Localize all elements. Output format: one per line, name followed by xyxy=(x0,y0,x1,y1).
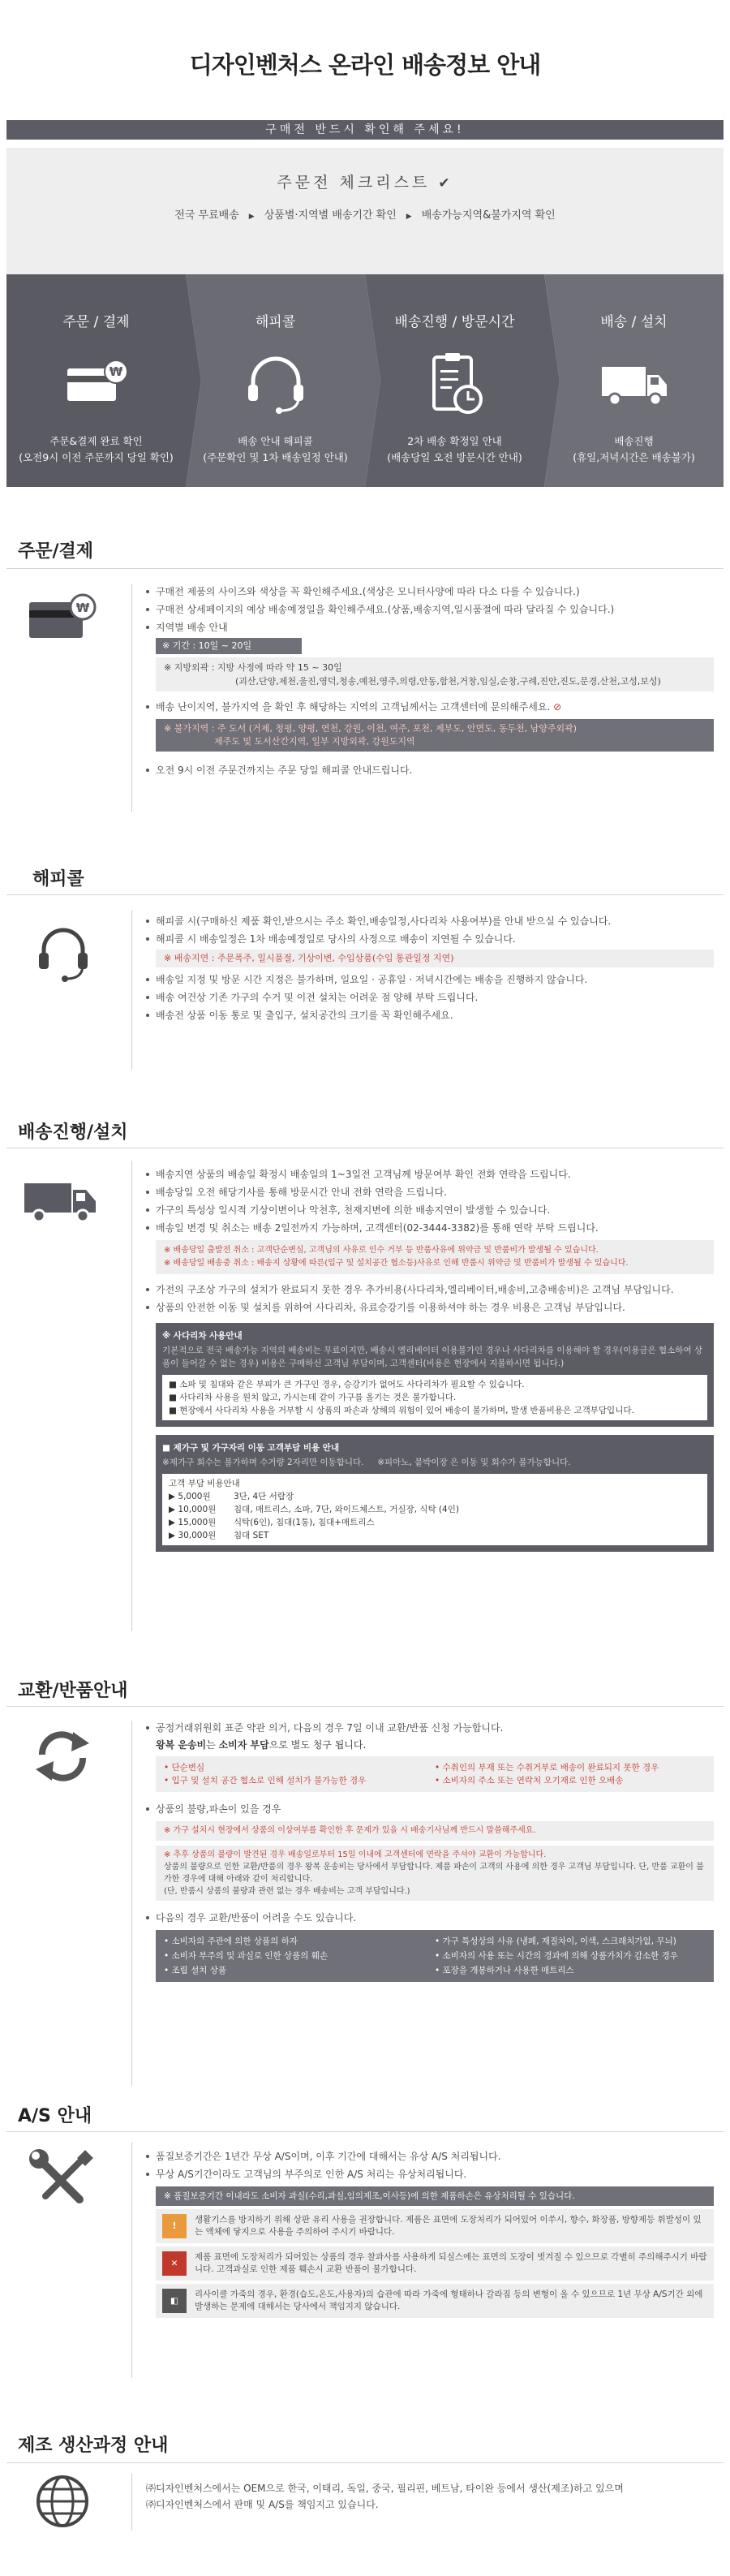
fee-row xyxy=(169,1490,701,1503)
card-icon xyxy=(62,349,131,417)
step-desc-line: (오전9시 이전 주문까지 당일 확인) xyxy=(19,451,174,463)
tools-icon xyxy=(18,2143,107,2216)
non-returnable-item: • 조립 설치 상품 xyxy=(164,1966,227,1975)
ladder-item: ■ 소파 및 침대와 같은 부피가 큰 가구인 경우, 승강기가 없어도 사다리차가 필요할 수 있습니다. xyxy=(169,1380,525,1389)
fee-notes xyxy=(162,1456,707,1469)
step-title: 배송진행 / 방문시간 xyxy=(394,314,515,330)
checklist-box xyxy=(6,148,724,274)
fee-note: ※피아노, 붙박이장 은 이동 및 회수가 불가능합니다. xyxy=(377,1458,571,1467)
section-production-heading: 제조 생산과정 안내 xyxy=(18,2436,169,2456)
region-line: ※ 지방외곽 : 지방 사정에 따라 약 15 ~ 30일 xyxy=(164,662,342,673)
region-box xyxy=(156,657,714,691)
care-note-text: 생활기스를 방지하기 위해 상판 유리 사용을 권장합니다. 제품은 표면에 도장처리가 되어있어 이쑤시, 향수, 화장품, 방향제등 휘발성이 있는 액체에 닿지으로 사용을 주의하여 주시기 바랍니다. xyxy=(195,2215,702,2237)
ladder-item-text: 사다리차 사용을 원치 않고, 가시는데 같이 가구를 올기는 것은 불가합니다. xyxy=(179,1393,457,1402)
divider xyxy=(6,568,724,569)
checklist-item: 상품별·지역별 배송기간 확인 xyxy=(264,209,397,222)
list-item: 오전 9시 이전 주문건까지는 주문 당일 해피콜 안내드립니다. xyxy=(146,761,714,779)
refresh-icon xyxy=(18,1719,107,1792)
fee-item: 3단, 4단 서랍장 xyxy=(234,1492,294,1501)
unavail-line: 제주도 및 도서산간지역, 일부 지방외곽, 강원도지역 xyxy=(214,736,415,747)
order-list xyxy=(146,583,714,779)
list-item: 상품의 불량,파손이 있을 경우 xyxy=(146,1800,714,1818)
list-item: 다음의 경우 교환/반품이 어려울 수도 있습니다. xyxy=(146,1909,714,1927)
step-desc xyxy=(186,433,365,466)
cancel-note-line: ※ 배송당일 배송중 취소 : 배송지 상황에 따른(입구 및 설치공간 협소등)사유로 인해 반품시 위약금 및 반품비가 발생될 수 있습니다. xyxy=(164,1259,629,1268)
non-returnable-item: • 가구 특성상의 사유 (냉폐, 재질차이, 이색, 스크래치가없, 무늬) xyxy=(435,1936,676,1946)
list-item: 배송당일 오전 해당기사를 통해 방문시간 안내 전화 연락을 드립니다. xyxy=(146,1183,714,1201)
step-desc xyxy=(544,433,724,466)
divider xyxy=(6,894,724,895)
prohibit-icon: ✕ xyxy=(162,2251,187,2276)
fee-row xyxy=(169,1516,701,1529)
globe-icon xyxy=(18,2469,107,2534)
step-desc-line: (휴일,저녁시간은 배송불가) xyxy=(573,451,695,463)
truck-icon xyxy=(600,349,668,417)
ladder-truck-box xyxy=(156,1323,714,1427)
step-desc-line: 2차 배송 확정일 안내 xyxy=(407,435,502,447)
divider-vertical xyxy=(131,1721,132,2086)
production-line: ㈜디자인벤처스에서는 OEM으로 한국, 이태리, 독일, 중국, 필리핀, 베트남, 타이완 등에서 생산(제조)하고 있으며 xyxy=(146,2483,624,2494)
defect-detail-line: ※ 추후 상품의 불량이 발견된 경우 배송일로부터 15일 이내에 고객센터에 연락을 주셔야 교환이 가능합니다. xyxy=(164,1850,547,1859)
step-desc xyxy=(6,433,186,466)
production-text xyxy=(146,2480,714,2513)
step-title: 해피콜 xyxy=(255,314,296,330)
divider xyxy=(6,2131,724,2132)
text-strong: 왕복 운송비 xyxy=(156,1739,207,1751)
section-order-heading: 주문/결제 xyxy=(18,541,94,562)
cancel-note-line: ※ 배송당일 출발전 취소 : 고객단순변심, 고객님의 사유로 인수 거부 등 반품사유에 위약금 및 반품비가 발생될 수 있습니다. xyxy=(164,1246,599,1255)
step-desc-line: (주문확인 및 1차 배송일정 안내) xyxy=(203,451,348,463)
return-case: • 수취인의 부재 또는 수취거부로 배송이 완료되지 못한 경우 xyxy=(435,1763,659,1773)
list-item: 상품의 안전한 이동 및 설치를 위하여 사다리차, 유료승강기를 이용하셔야 하는 경우 비용은 고객님 부담입니다. xyxy=(146,1299,714,1316)
fee-title: ■ 제가구 및 가구자리 이동 고객부담 비용 안내 xyxy=(162,1443,340,1453)
list-item: 무상 A/S기간이라도 고객님의 부주의로 인한 A/S 처리는 유상처리됩니다. xyxy=(146,2165,714,2183)
list-item: 배송전 상품 이동 통로 및 출입구, 설치공간의 크기를 꼭 확인해주세요. xyxy=(146,1006,714,1024)
svg-text:₩: ₩ xyxy=(75,601,90,615)
warranty-note: ※ 품질보증기간 이내라도 소비자 과실(수리,과실,임의제조,이사등)에 의한 제품하손은 유상처리될 수 있습니다. xyxy=(156,2186,714,2206)
delay-note: ※ 배송지연 : 주문폭주, 일시품절, 기상이변, 수입상품(수입 통관일정 지연) xyxy=(156,950,714,967)
divider-vertical xyxy=(131,584,132,812)
list-item: 공정거래위원회 표준 약관 의거, 다음의 경우 7일 이내 교환/반품 신청 가능합니다. xyxy=(146,1719,714,1737)
step-desc-line: 주문&결제 완료 확인 xyxy=(49,435,143,447)
return-cases-box xyxy=(156,1756,714,1792)
care-note xyxy=(156,2284,714,2318)
checklist-title-text: 주문전 체크리스트 xyxy=(277,174,431,192)
step-visit xyxy=(365,274,544,487)
no-entry-icon: ⊘ xyxy=(553,701,562,713)
text: 으로 별도 청구 됩니다. xyxy=(268,1739,367,1751)
step-desc-line: (배송당일 오전 방문시간 안내) xyxy=(387,451,522,463)
non-returnable-item: • 소비자의 주관에 의한 상품의 하자 xyxy=(164,1936,298,1946)
cancel-note-box xyxy=(156,1240,714,1274)
step-desc-line: 배송 안내 해피콜 xyxy=(238,435,313,447)
step-title: 배송 / 설치 xyxy=(600,314,668,330)
divider xyxy=(6,2462,724,2463)
non-returnable-box xyxy=(156,1930,714,1982)
fee-item: 침대 SET xyxy=(234,1531,269,1540)
fee-table-head: 고객 부담 비용안내 xyxy=(169,1479,240,1488)
fee-price: ▶ 30,000원 xyxy=(169,1531,217,1540)
clipboard-icon xyxy=(421,349,489,417)
fee-row xyxy=(169,1503,701,1516)
arrow-right-icon: ▶ xyxy=(248,213,255,221)
section-shipping-heading: 배송진행/설치 xyxy=(18,1122,128,1143)
non-returnable-item: • 소비자 부주의 및 과실로 인한 상품의 훼손 xyxy=(164,1951,328,1961)
fee-item: 식탁(6인), 침대(1통), 침대+매트리스 xyxy=(234,1518,375,1527)
truck-icon xyxy=(18,1161,107,1234)
list-item-text: 배송 난이지역, 불가지역 을 확인 후 해당하는 지역의 고객님께서는 고객센터에 문의해주세요. xyxy=(156,701,551,713)
fee-price: ▶ 10,000원 xyxy=(169,1505,217,1514)
divider xyxy=(6,1706,724,1707)
defect-detail-line: (단, 반품시 상품의 불량과 관련 없는 경우 배송비는 고객 부담입니다.) xyxy=(164,1887,410,1896)
text: 는 xyxy=(206,1739,219,1751)
fee-note: ※제가구 회수는 불가하며 수거량 2자리만 이동합니다. xyxy=(162,1458,364,1467)
step-title: 주문 / 결제 xyxy=(62,314,130,330)
care-note xyxy=(156,2246,714,2281)
return-case: • 입구 및 설치 공간 협소로 인해 설치가 불가능한 경우 xyxy=(164,1776,367,1786)
list-item: 지역별 배송 안내 xyxy=(146,618,714,636)
section-happycall-heading: 해피콜 xyxy=(32,869,84,890)
ladder-list xyxy=(162,1375,707,1420)
section-as-heading: A/S 안내 xyxy=(18,2106,92,2126)
ladder-title: ※ 사다리차 사용안내 xyxy=(162,1331,243,1341)
as-list xyxy=(146,2147,714,2321)
shipping-cost-note xyxy=(146,1737,714,1753)
list-item: 배송지연 상품의 배송일 확정시 배송일의 1~3일전 고객님께 방문여부 확인 전화 연락을 드립니다. xyxy=(146,1165,714,1183)
return-case: • 소비자의 주소 또는 연락처 오기재로 인한 오배송 xyxy=(435,1776,624,1786)
defect-note: ※ 가구 설치시 현장에서 상품의 이상여부를 확인한 후 문제가 있을 시 배송기사님께 반드시 말씀해주세요. xyxy=(156,1821,714,1841)
production-line: ㈜디자인벤처스에서 판매 및 A/S를 책임지고 있습니다. xyxy=(146,2499,379,2510)
period-badge: ※ 기간 : 10일 ~ 20일 xyxy=(156,638,302,654)
step-desc-line: 배송진행 xyxy=(614,435,654,447)
step-happycall xyxy=(186,274,365,487)
list-item xyxy=(146,698,714,716)
ladder-item: ■ 현장에서 사다리차 사용을 거부할 시 상품의 파손과 상해의 위험이 있어 배송이 불가하며, 발생 반품비용은 고객부담입니다. xyxy=(169,1406,634,1415)
defect-detail-box xyxy=(156,1846,714,1901)
headset-icon xyxy=(18,915,107,989)
checklist-items xyxy=(6,206,724,222)
divider-vertical xyxy=(131,911,132,1070)
list-item: 배송일 지정 및 방문 시간 지정은 불가하며, 일요일 · 공휴일 · 저녁시간에는 배송을 진행하지 않습니다. xyxy=(146,971,714,989)
fee-price: ▶ 15,000원 xyxy=(169,1518,217,1527)
card-icon xyxy=(18,584,107,657)
unavail-line: ※ 불가지역 : 주 도서 (거제, 청평, 양평, 연천, 강원, 이천, 여주, 포천, 제부도, 안면도, 동두천, 남양주외곽) xyxy=(164,723,578,734)
list-item: 배송 여건상 기존 가구의 수거 및 이전 설치는 어려운 점 양해 부탁 드립니다. xyxy=(146,989,714,1006)
checklist-item: 전국 무료배송 xyxy=(174,209,239,222)
headset-icon xyxy=(242,349,310,417)
list-item: 구매전 제품의 사이즈와 색상을 꼭 확인해주세요.(색상은 모니터사양에 따라 다소 다를 수 있습니다.) xyxy=(146,583,714,601)
list-item: 구매전 상세페이지의 예상 배송예정일을 확인해주세요.(상품,배송지역,일시품절에 따라 달라질 수 있습니다.) xyxy=(146,601,714,618)
text-strong: 소비자 부담 xyxy=(218,1739,269,1751)
step-delivery xyxy=(544,274,724,487)
section-return-heading: 교환/반품안내 xyxy=(18,1681,128,1701)
moving-fee-box xyxy=(156,1435,714,1552)
care-note-text: 제품 표면에 도장처리가 되어있는 상품의 경우 찰과사를 사용하게 되실스에는 표면의 도장이 벗겨질 수 있으므로 각별히 주의해주시기 바랍니다. 고객과실로 인한 제품 훼손시 교환 반품이 불가합니다. xyxy=(195,2252,707,2274)
fee-item: 침대, 매트리스, 소파, 7단, 와이드체스트, 거실장, 식탁 (4인) xyxy=(234,1505,459,1514)
divider-vertical xyxy=(131,2143,132,2378)
checklist-item: 배송가능지역&불가지역 확인 xyxy=(421,209,556,222)
ladder-text: 기본적으로 전국 배송가능 지역의 배송비는 무료이지만, 배송시 엘리베이터 이용불가인 경우나 사다리차를 이용해야 할 경우(이용금은 협소하여 상품이 들어갈 수 없는 경우) 비용은 구매하신 고객님 부담이며, 고객센터(비용은 현장에서 지불하시면 됩니다.) xyxy=(162,1346,703,1368)
fee-price: ▶ 5,000원 xyxy=(169,1492,211,1501)
ladder-item-text: 소파 및 침대와 같은 부피가 큰 가구인 경우, 승강기가 없어도 사다리차가 필요할 수 있습니다. xyxy=(179,1380,525,1389)
defect-detail-line: 상품의 불량으로 인한 교환/반품의 경우 왕복 운송비는 당사에서 부담합니다. 제품 파손이 고객의 사용에 의한 경우 고객님 부담입니다. 단, 반품 교환이 불가한 경우에 대해 아래와 같이 처리합니다. xyxy=(164,1863,704,1884)
care-note-text: 리사이클 가죽의 경우, 환경(습도,온도,사용자)의 습관에 따라 가죽에 형태하나 갈라짐 등의 변형이 올 수 있으므로 1년 무상 A/S기간 외에 발생하는 문제에 대해서는 당사에서 책임지지 않습니다. xyxy=(195,2290,703,2311)
happycall-list xyxy=(146,912,714,1024)
step-desc xyxy=(365,433,544,466)
non-returnable-item: • 소비자의 사용 또는 시간의 경과에 의해 상품가치가 감소한 경우 xyxy=(435,1951,678,1961)
ladder-item-text: 현장에서 사다리차 사용을 거부할 시 상품의 파손과 상해의 위험이 있어 배송이 불가하며, 발생 반품비용은 고객부담입니다. xyxy=(179,1406,634,1415)
page-title: 디자인벤처스 온라인 배송정보 안내 xyxy=(189,51,541,79)
list-item: 가구의 특성상 일시적 기상이변이나 악천후, 천재지변에 의한 배송지연이 발생할 수 있습니다. xyxy=(146,1201,714,1219)
divider-vertical xyxy=(131,1161,132,1631)
shipping-list xyxy=(146,1165,714,1552)
fee-row xyxy=(169,1529,701,1542)
step-order xyxy=(6,274,186,487)
fee-table xyxy=(162,1474,707,1545)
checklist-title xyxy=(6,170,724,192)
check-notice-bar: 구매전 반드시 확인해 주세요! xyxy=(6,120,724,140)
warning-icon: ! xyxy=(162,2214,187,2238)
process-steps xyxy=(6,274,724,487)
check-icon: ✔ xyxy=(438,175,453,192)
leather-icon: ◧ xyxy=(162,2289,187,2313)
return-case: • 단순변심 xyxy=(164,1763,205,1773)
list-item: 해피콜 시 배송일정은 1차 배송예정일로 당사의 사정으로 배송이 지연될 수 있습니다. xyxy=(146,930,714,948)
divider-vertical xyxy=(131,2474,132,2531)
region-line: (괴산,단양,제천,울진,영덕,청송,예천,영주,의령,안동,함천,거창,임실,순창,구례,진안,진도,문경,산천,고성,보성) xyxy=(235,676,661,687)
return-list xyxy=(146,1719,714,1982)
list-item: 품질보증기간은 1년간 무상 A/S이며, 이후 기간에 대해서는 유상 A/S 처리됩니다. xyxy=(146,2147,714,2165)
arrow-right-icon: ▶ xyxy=(406,213,412,221)
care-note xyxy=(156,2209,714,2243)
svg-text:₩: ₩ xyxy=(109,364,122,379)
list-item: 배송일 변경 및 취소는 배송 2일전까지 가능하며, 고객센터(02-3444-3382)를 통해 연락 부탁 드립니다. xyxy=(146,1219,714,1237)
list-item: 가전의 구조상 가구의 설치가 완료되지 못한 경우 추가비용(사다리차,엘리베이터,배송비,고층배송비)은 고객님 부담입니다. xyxy=(146,1281,714,1299)
unavailable-box xyxy=(156,719,714,752)
list-item: 해피콜 시(구매하신 제품 확인,받으시는 주소 확인,배송일정,사다리차 사용여부)를 안내 받으실 수 있습니다. xyxy=(146,912,714,930)
ladder-item: ■ 사다리차 사용을 원치 않고, 가시는데 같이 가구를 올기는 것은 불가합니다. xyxy=(169,1393,457,1402)
non-returnable-item: • 포장을 개봉하거나 사용한 매트리스 xyxy=(435,1966,574,1975)
